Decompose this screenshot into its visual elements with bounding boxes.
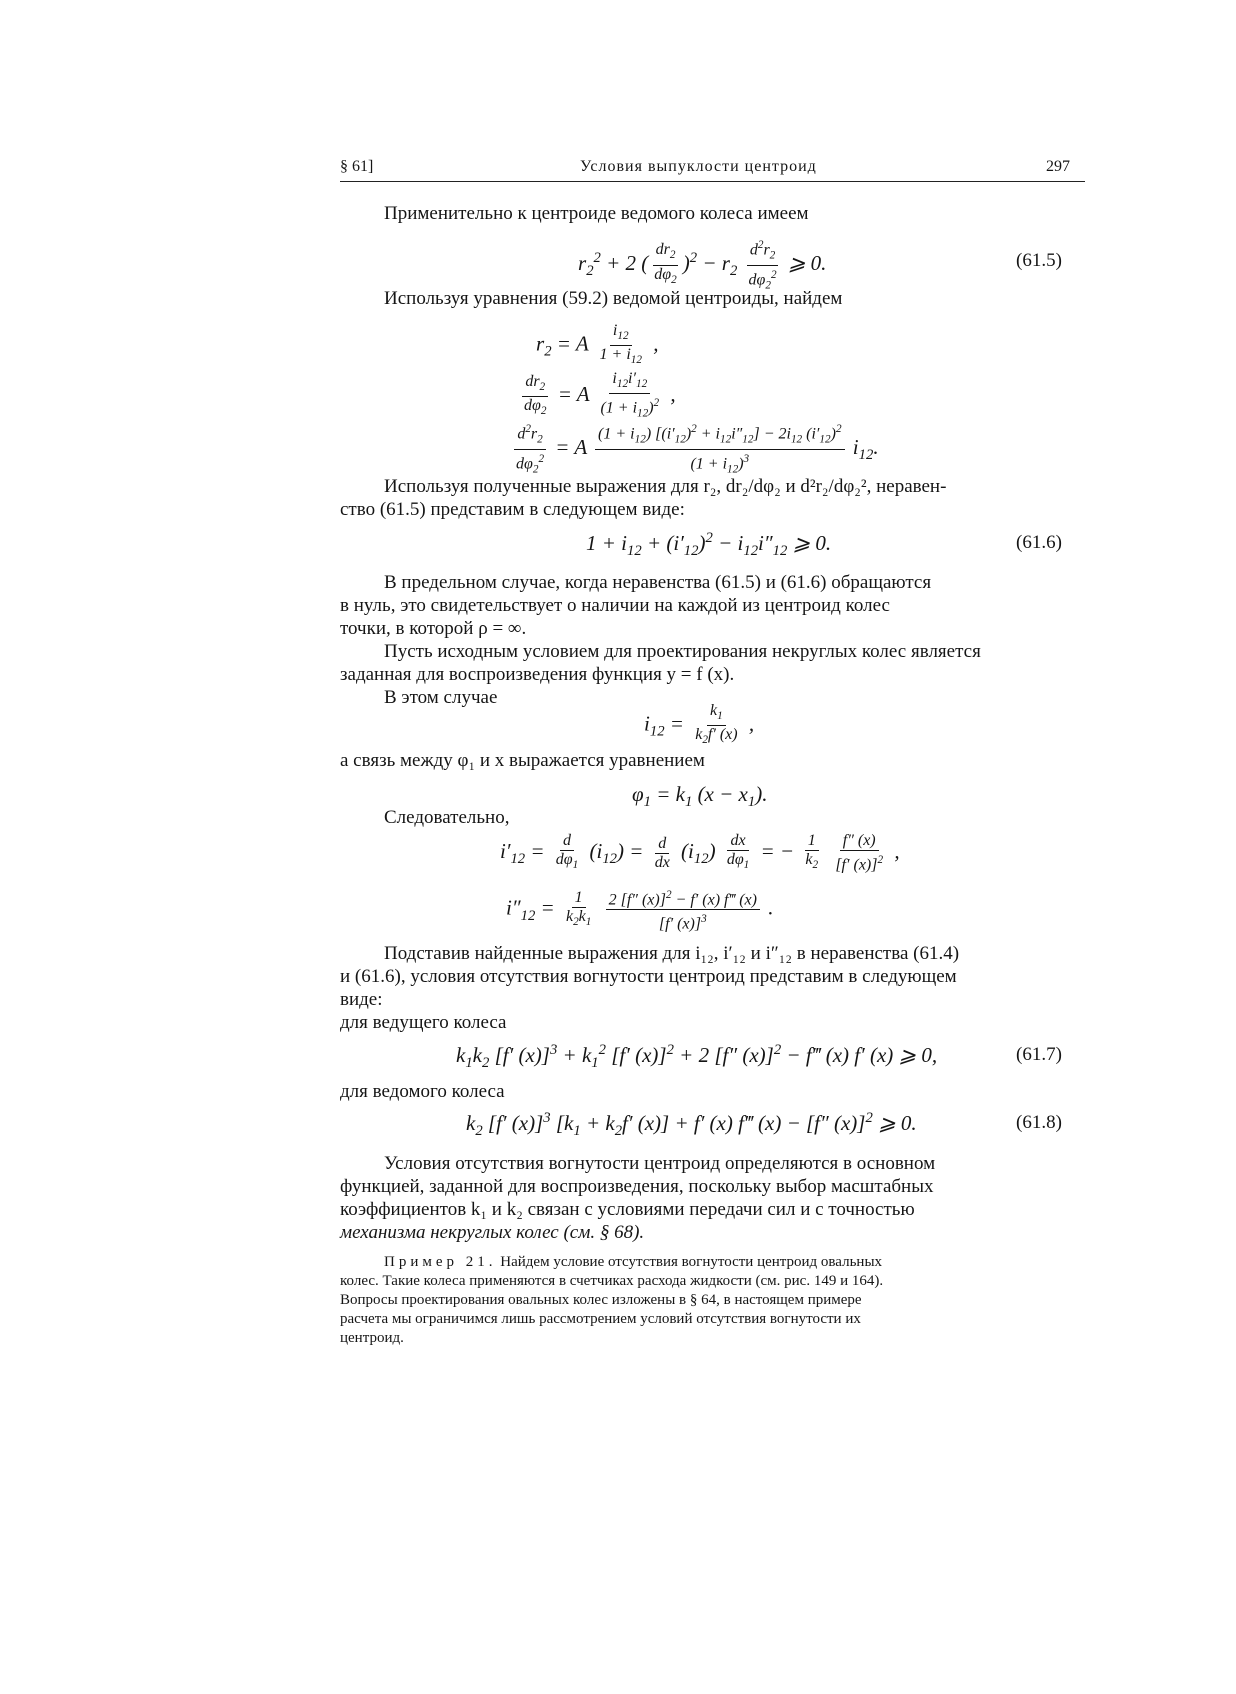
equation-phi1: $\varphi_1 = k_1$ $(x - x_1)$. <box>632 782 768 811</box>
equation-d2r2: $\frac{d^2r_2}{d\varphi_2^2}$ = A $\frac{(1 + i_{12}) [(i'_{12})^2 + i_{12}i''_{12}] - 2i_{12} (i'_{12})^2}{(1 + i_{12})^3}$ $i_{12}$. <box>510 420 879 478</box>
example-label: Пример 21. <box>384 1254 497 1270</box>
paragraph: для ведущего колеса <box>340 1012 507 1033</box>
paragraph: в нуль, это свидетельствует о наличии на каждой из центроид колес <box>340 595 890 616</box>
equation-i12-prime: $i'_{12}$ = $\frac{d}{d\varphi_1}$ $(i_{12})$ = $\frac{d}{dx}$ $(i_{12})$ $\frac{dx}{d\varphi_1}$ = − $\frac{1}{k_2}$ $\frac{f'' (x)}{[f' (x)]^2}$ , <box>500 832 900 874</box>
equation-i12: $i_{12}$ = $\frac{k_1}{k_2f' (x)}$ , <box>644 702 755 747</box>
header-rule <box>340 181 1085 182</box>
paragraph: Применительно к центроиде ведомого колеса имеем <box>384 203 809 224</box>
example-line: Вопросы проектирования овальных колес изложены в § 64, в настоящем примере <box>340 1292 862 1308</box>
equation-61-7: $k_1k_2$ [f′ $(x)]^3 + k_1^2$ [f′ (x)]$^2$ + 2 [f″ (x)]$^2$ − f‴ (x) f′ (x) ⩾ 0, <box>456 1042 938 1072</box>
paragraph: для ведомого колеса <box>340 1081 505 1102</box>
example-line: колес. Такие колеса применяются в счетчиках расхода жидкости (см. рис. 149 и 164). <box>340 1273 884 1289</box>
equation-number: (61.5) <box>1016 250 1062 271</box>
equation-number: (61.6) <box>1016 532 1062 553</box>
equation-number: (61.8) <box>1016 1112 1062 1133</box>
paragraph: и (61.6), условия отсутствия вогнутости центроид представим в следующем <box>340 966 957 987</box>
paragraph: В предельном случае, когда неравенства (61.5) и (61.6) обращаются <box>384 572 932 593</box>
paragraph: Следовательно, <box>384 807 510 828</box>
example-line: Пример 21. Найдем условие отсутствия вогнутости центроид овальных <box>384 1254 883 1270</box>
paragraph: а связь между φ₁ и x выражается уравнением <box>340 750 705 771</box>
example-line: расчета мы ограничимся лишь рассмотрением условий отсутствия вогнутости их <box>340 1311 861 1327</box>
paragraph: Условия отсутствия вогнутости центроид определяются в основном <box>384 1153 936 1174</box>
paragraph: Подставив найденные выражения для i₁₂, i′₁₂ и i″₁₂ в неравенства (61.4) <box>384 943 960 964</box>
equation-61-6: $1 + i_{12} + (i'_{12})^2 - i_{12}i''_{12}$ ⩾ 0. <box>586 530 832 560</box>
paragraph: точки, в которой ρ = ∞. <box>340 618 527 639</box>
equation-i12-double-prime: $i''_{12}$ = $\frac{1}{k_2k_1}$ $\frac{2 [f'' (x)]^2 - f' (x) f‴ (x)}{[f' (x)]^3}$ . <box>506 886 773 934</box>
equation-61-5: $r_2^2 + 2$ ( $\frac{dr_2}{d\varphi_2}$ )$^2 - r_2$ $\frac{d^2r_2}{d\varphi_2^2}$ ⩾ 0. <box>578 236 826 294</box>
paragraph: заданная для воспроизведения функция y = f (x). <box>340 664 735 685</box>
paragraph: Используя уравнения (59.2) ведомой центроиды, найдем <box>384 288 843 309</box>
paragraph: Пусть исходным условием для проектирования некруглых колес является <box>384 641 981 662</box>
equation-number: (61.7) <box>1016 1044 1062 1065</box>
paragraph: Используя полученные выражения для r₂, dr₂/dφ₂ и d²r₂/dφ₂², неравен- <box>384 476 947 497</box>
equation-r2: $r_2 = A$ $\frac{i_{12}}{1 + i_{12}}$ , <box>536 322 659 367</box>
paragraph: механизма некруглых колес (см. § 68). <box>340 1222 645 1243</box>
paragraph: ство (61.5) представим в следующем виде: <box>340 499 685 520</box>
running-title: Условия выпуклости центроид <box>580 158 817 175</box>
equation-dr2: $\frac{dr_2}{d\varphi_2}$ = A $\frac{i_{12}i'_{12}}{(1 + i_{12})^2}$ , <box>524 370 676 420</box>
paragraph: В этом случае <box>384 687 498 708</box>
page-number: 297 <box>1046 158 1070 175</box>
equation-61-8: $k_2$ [f′ (x)]$^3$ [$k_1 + k_2f'$ (x)] + f′ (x) f‴ (x) − [f″ (x)]$^2$ ⩾ 0. <box>466 1110 917 1140</box>
example-line: центроид. <box>340 1330 404 1346</box>
section-ref: § 61] <box>340 158 374 175</box>
paragraph: коэффициентов k₁ и k₂ связан с условиями передачи сил и с точностью <box>340 1199 915 1220</box>
paragraph: виде: <box>340 989 383 1010</box>
paragraph: функцией, заданной для воспроизведения, поскольку выбор масштабных <box>340 1176 934 1197</box>
